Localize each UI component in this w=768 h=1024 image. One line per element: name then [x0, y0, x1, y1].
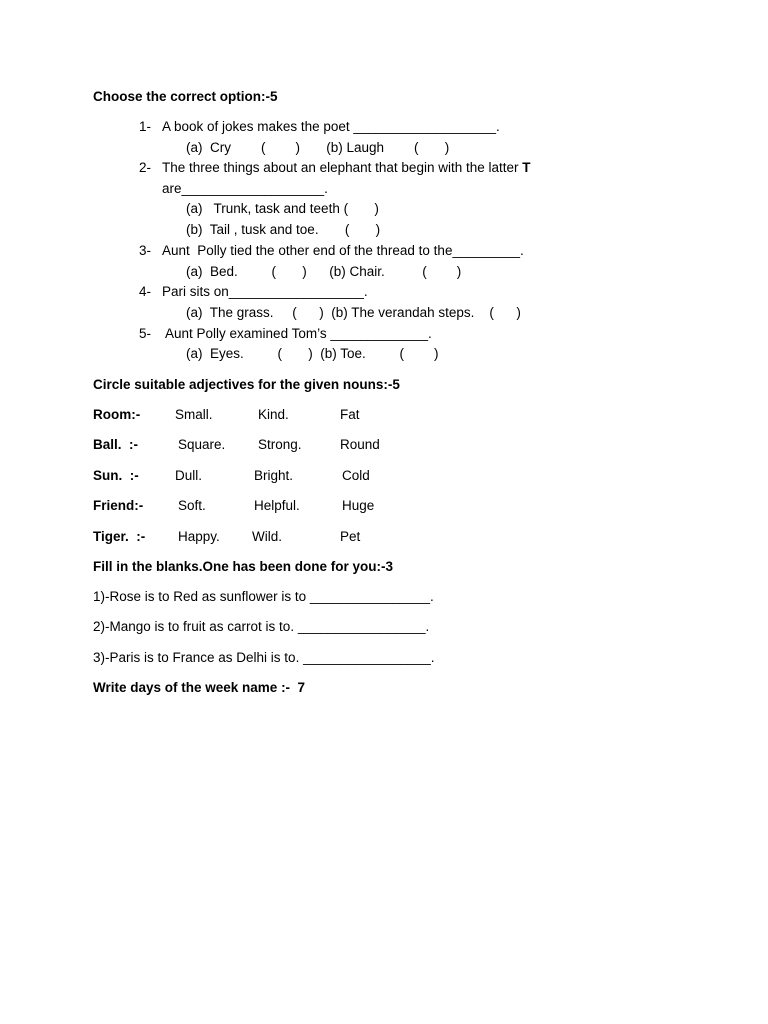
- adjective-option: Huge: [342, 498, 375, 513]
- adjective-option: Pet: [340, 529, 361, 544]
- adjective-option: Square.: [178, 437, 226, 452]
- question-number: 4-: [139, 284, 152, 299]
- fill-blank-item: 1)-Rose is to Red as sunflower is to ________________.: [93, 589, 434, 604]
- adjective-option: Wild.: [252, 529, 282, 544]
- noun-label: Room:-: [93, 407, 141, 422]
- question-text: A book of jokes makes the poet ___________________.: [162, 119, 500, 134]
- question-2-continuation: are___________________.: [162, 181, 328, 196]
- adjective-option: Dull.: [175, 468, 203, 483]
- adjective-option: Soft.: [178, 498, 206, 513]
- fill-blank-item: 3)-Paris is to France as Delhi is to. _________________.: [93, 650, 435, 665]
- adjective-option: Strong.: [258, 437, 302, 452]
- adjective-option: Bright.: [254, 468, 294, 483]
- question-5-options: (a) Eyes. ( ) (b) Toe. ( ): [186, 346, 439, 361]
- section-heading-adjectives: Circle suitable adjectives for the given nouns:-5: [93, 377, 400, 392]
- noun-label: Sun. :-: [93, 468, 139, 483]
- question-text: Aunt Polly examined Tom’s _____________.: [162, 326, 432, 341]
- section-heading-days-of-week: Write days of the week name :- 7: [93, 680, 306, 695]
- noun-label: Friend:-: [93, 498, 144, 513]
- question-text: Pari sits on__________________.: [162, 284, 368, 299]
- question-number: 5-: [139, 326, 152, 341]
- noun-label: Tiger. :-: [93, 529, 146, 544]
- fill-blank-item: 2)-Mango is to fruit as carrot is to. _________________.: [93, 619, 430, 634]
- question-3-options: (a) Bed. ( ) (b) Chair. ( ): [186, 264, 462, 279]
- question-2-option-b: (b) Tail , tusk and toe. ( ): [186, 222, 381, 237]
- question-text: Aunt Polly tied the other end of the thread to the_________.: [162, 243, 524, 258]
- question-4: [139, 284, 368, 300]
- section-heading-choose-option: Choose the correct option:-5: [93, 89, 278, 104]
- question-text: The three things about an elephant that begin with the latter: [162, 160, 523, 175]
- question-number: 1-: [139, 119, 152, 134]
- adjective-option: Round: [340, 437, 380, 452]
- question-3: [139, 243, 524, 259]
- noun-label: Ball. :-: [93, 437, 139, 452]
- question-1: [139, 119, 500, 135]
- adjective-option: Happy.: [178, 529, 220, 544]
- question-2-option-a: (a) Trunk, task and teeth ( ): [186, 201, 379, 216]
- section-heading-fill-blanks: Fill in the blanks.One has been done for you:-3: [93, 559, 394, 574]
- adjective-option: Fat: [340, 407, 360, 422]
- adjective-option: Small.: [175, 407, 213, 422]
- question-2: [139, 160, 531, 176]
- adjective-option: Cold: [342, 468, 370, 483]
- question-5: [139, 326, 432, 342]
- adjective-option: Helpful.: [254, 498, 300, 513]
- question-1-options: (a) Cry ( ) (b) Laugh ( ): [186, 140, 450, 155]
- bold-letter: T: [522, 160, 531, 175]
- question-4-options: (a) The grass. ( ) (b) The verandah steps. ( ): [186, 305, 521, 320]
- question-number: 3-: [139, 243, 152, 258]
- adjective-option: Kind.: [258, 407, 289, 422]
- question-number: 2-: [139, 160, 152, 175]
